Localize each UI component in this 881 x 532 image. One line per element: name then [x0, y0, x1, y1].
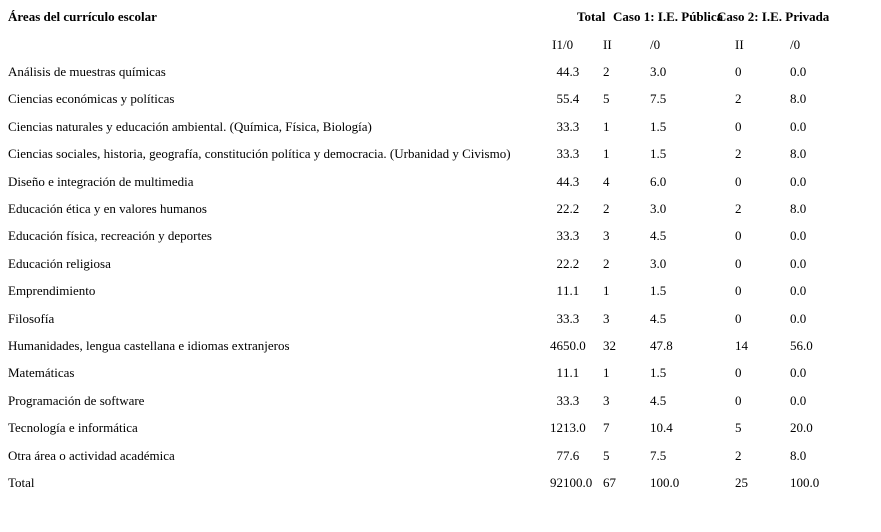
- table-row: [8, 195, 865, 222]
- table-row: [8, 414, 865, 441]
- cell-caso1-n: 5: [603, 447, 610, 463]
- cell-total-pct: 2.2: [563, 255, 580, 271]
- column-header-caso1-publica: Caso 1: I.E. Pública: [613, 9, 724, 24]
- table-row: [8, 250, 865, 277]
- cell-total-n: 4: [556, 64, 563, 80]
- cell-total-n: 3: [556, 228, 563, 244]
- cell-total-pct: 5.4: [563, 91, 580, 107]
- cell-caso2-n: 0: [735, 392, 742, 408]
- cell-caso2-pct: 0.0: [790, 255, 807, 271]
- cell-caso1-n: 3: [603, 392, 610, 408]
- row-label: Educación física, recreación y deportes: [8, 228, 212, 244]
- subheader-spacer: [8, 31, 545, 58]
- cell-caso1-pct: 1.5: [650, 283, 667, 299]
- subheader-caso2-pct: /0: [790, 36, 801, 52]
- cell-total-n: 1: [556, 283, 563, 299]
- cell-caso2-n: 5: [735, 420, 742, 436]
- cell-caso2-pct: 0.0: [790, 392, 807, 408]
- cell-caso1-n: 1: [603, 146, 610, 162]
- cell-caso2-n: 14: [735, 337, 748, 353]
- cell-caso1-pct: 3.0: [650, 255, 667, 271]
- cell-total-n: 1: [556, 365, 563, 381]
- cell-total-pct: 3.3: [563, 228, 580, 244]
- cell-total-pct: 3.3: [563, 392, 580, 408]
- cell-caso1-pct: 4.5: [650, 228, 667, 244]
- cell-caso2-pct: 0.0: [790, 365, 807, 381]
- subheader-caso2-n: II: [735, 36, 744, 52]
- cell-caso2-pct: 0.0: [790, 118, 807, 134]
- cell-total-n: 7: [556, 447, 563, 463]
- cell-caso1-n: 2: [603, 64, 610, 80]
- cell-caso2-n: 0: [735, 64, 742, 80]
- cell-caso1-n: 32: [603, 337, 616, 353]
- cell-caso1-pct: 1.5: [650, 365, 667, 381]
- cell-caso1-n: 67: [603, 474, 616, 490]
- cell-total-pct: 4.3: [563, 173, 580, 189]
- cell-total-pct: 3.3: [563, 118, 580, 134]
- cell-caso1-pct: 10.4: [650, 420, 673, 436]
- cell-total-pct: 3.3: [563, 310, 580, 326]
- cell-caso1-n: 1: [603, 365, 610, 381]
- cell-caso1-pct: 4.5: [650, 392, 667, 408]
- cell-total-n: 3: [556, 146, 563, 162]
- cell-total-pct: 2.2: [563, 201, 580, 217]
- column-header-caso2-privada: Caso 2: I.E. Privada: [717, 9, 830, 24]
- table-row: [8, 305, 865, 332]
- cell-caso2-pct: 0.0: [790, 64, 807, 80]
- cell-caso1-pct: 47.8: [650, 337, 673, 353]
- table-row: [8, 360, 865, 387]
- table-row: [8, 387, 865, 414]
- subheader-caso1-n: II: [603, 36, 612, 52]
- cell-caso2-pct: 56.0: [790, 337, 813, 353]
- cell-caso2-n: 0: [735, 118, 742, 134]
- cell-caso1-n: 2: [603, 255, 610, 271]
- table-row: [8, 86, 865, 113]
- cell-total-n: 5: [556, 91, 563, 107]
- table-row: [8, 58, 865, 85]
- cell-caso1-pct: 1.5: [650, 146, 667, 162]
- cell-total-n: 4: [556, 173, 563, 189]
- cell-caso1-pct: 3.0: [650, 201, 667, 217]
- cell-caso2-n: 0: [735, 255, 742, 271]
- cell-caso2-n: 2: [735, 201, 742, 217]
- cell-caso2-n: 2: [735, 447, 742, 463]
- table-row: [8, 442, 865, 469]
- cell-total-pct: 1.1: [563, 365, 580, 381]
- table-row: [8, 113, 865, 140]
- row-label: Ciencias sociales, historia, geografía, constitución política y democracia. (Urbanidad y Civismo): [8, 146, 511, 162]
- row-label: Ciencias naturales y educación ambiental. (Química, Física, Biología): [8, 118, 372, 134]
- cell-total-pct: 1.1: [563, 283, 580, 299]
- cell-total-pct: 4.3: [563, 64, 580, 80]
- cell-total-n: 92: [550, 474, 563, 490]
- cell-caso2-pct: 0.0: [790, 310, 807, 326]
- cell-caso2-n: 0: [735, 365, 742, 381]
- cell-caso1-pct: 1.5: [650, 118, 667, 134]
- subheader-total-pct: /0: [563, 36, 574, 52]
- cell-caso1-pct: 4.5: [650, 310, 667, 326]
- cell-total-pct: 13.0: [563, 420, 586, 436]
- column-header-areas: Áreas del currículo escolar: [8, 9, 157, 24]
- row-label: Educación ética y en valores humanos: [8, 201, 207, 217]
- cell-total-n: 2: [556, 201, 563, 217]
- cell-caso2-pct: 100.0: [790, 474, 820, 490]
- cell-caso1-n: 4: [603, 173, 610, 189]
- cell-caso1-pct: 7.5: [650, 91, 667, 107]
- cell-total-pct: 50.0: [563, 337, 586, 353]
- cell-total-n: 46: [550, 337, 563, 353]
- cell-caso1-pct: 7.5: [650, 447, 667, 463]
- cell-caso2-n: 2: [735, 91, 742, 107]
- cell-caso1-n: 2: [603, 201, 610, 217]
- cell-caso2-n: 0: [735, 228, 742, 244]
- cell-caso2-n: 0: [735, 173, 742, 189]
- subheader-row: [8, 31, 865, 58]
- cell-caso1-n: 3: [603, 228, 610, 244]
- cell-total-pct: 7.6: [563, 447, 580, 463]
- cell-caso2-pct: 8.0: [790, 146, 807, 162]
- cell-total-n: 12: [550, 420, 563, 436]
- cell-caso1-pct: 100.0: [650, 474, 680, 490]
- cell-caso1-n: 5: [603, 91, 610, 107]
- row-label: Análisis de muestras químicas: [8, 64, 166, 80]
- cell-caso2-n: 2: [735, 146, 742, 162]
- table-row: [8, 141, 865, 168]
- row-label: Tecnología e informática: [8, 420, 138, 436]
- cell-caso1-pct: 6.0: [650, 173, 667, 189]
- cell-total-n: 3: [556, 118, 563, 134]
- row-label: Total: [8, 474, 35, 490]
- row-label: Educación religiosa: [8, 255, 111, 271]
- cell-caso2-pct: 0.0: [790, 228, 807, 244]
- table-row: [8, 332, 865, 359]
- cell-total-n: 3: [556, 392, 563, 408]
- row-label: Ciencias económicas y políticas: [8, 91, 175, 107]
- subheader-total-n: I1: [552, 36, 563, 52]
- subheader-caso1-pct: /0: [650, 36, 661, 52]
- cell-caso2-n: 0: [735, 283, 742, 299]
- cell-caso2-pct: 8.0: [790, 201, 807, 217]
- cell-caso2-n: 25: [735, 474, 748, 490]
- row-label: Diseño e integración de multimedia: [8, 173, 194, 189]
- cell-caso1-n: 3: [603, 310, 610, 326]
- column-header-total: Total: [577, 9, 606, 24]
- cell-total-n: 3: [556, 310, 563, 326]
- cell-caso2-pct: 8.0: [790, 447, 807, 463]
- cell-caso1-n: 7: [603, 420, 610, 436]
- cell-caso2-n: 0: [735, 310, 742, 326]
- curriculum-areas-table: [8, 31, 865, 497]
- cell-caso1-n: 1: [603, 118, 610, 134]
- table-row: [8, 469, 865, 496]
- table-row: [8, 168, 865, 195]
- row-label: Programación de software: [8, 392, 145, 408]
- row-label: Otra área o actividad académica: [8, 447, 175, 463]
- cell-total-pct: 100.0: [563, 474, 593, 490]
- row-label: Filosofía: [8, 310, 55, 326]
- cell-caso2-pct: 20.0: [790, 420, 813, 436]
- cell-caso2-pct: 0.0: [790, 173, 807, 189]
- row-label: Humanidades, lengua castellana e idiomas extranjeros: [8, 337, 290, 353]
- cell-caso1-pct: 3.0: [650, 64, 667, 80]
- cell-caso2-pct: 8.0: [790, 91, 807, 107]
- cell-total-pct: 3.3: [563, 146, 580, 162]
- row-label: Emprendimiento: [8, 283, 96, 299]
- cell-total-n: 2: [556, 255, 563, 271]
- row-label: Matemáticas: [8, 365, 75, 381]
- table-row: [8, 223, 865, 250]
- cell-caso1-n: 1: [603, 283, 610, 299]
- cell-caso2-pct: 0.0: [790, 283, 807, 299]
- table-row: [8, 278, 865, 305]
